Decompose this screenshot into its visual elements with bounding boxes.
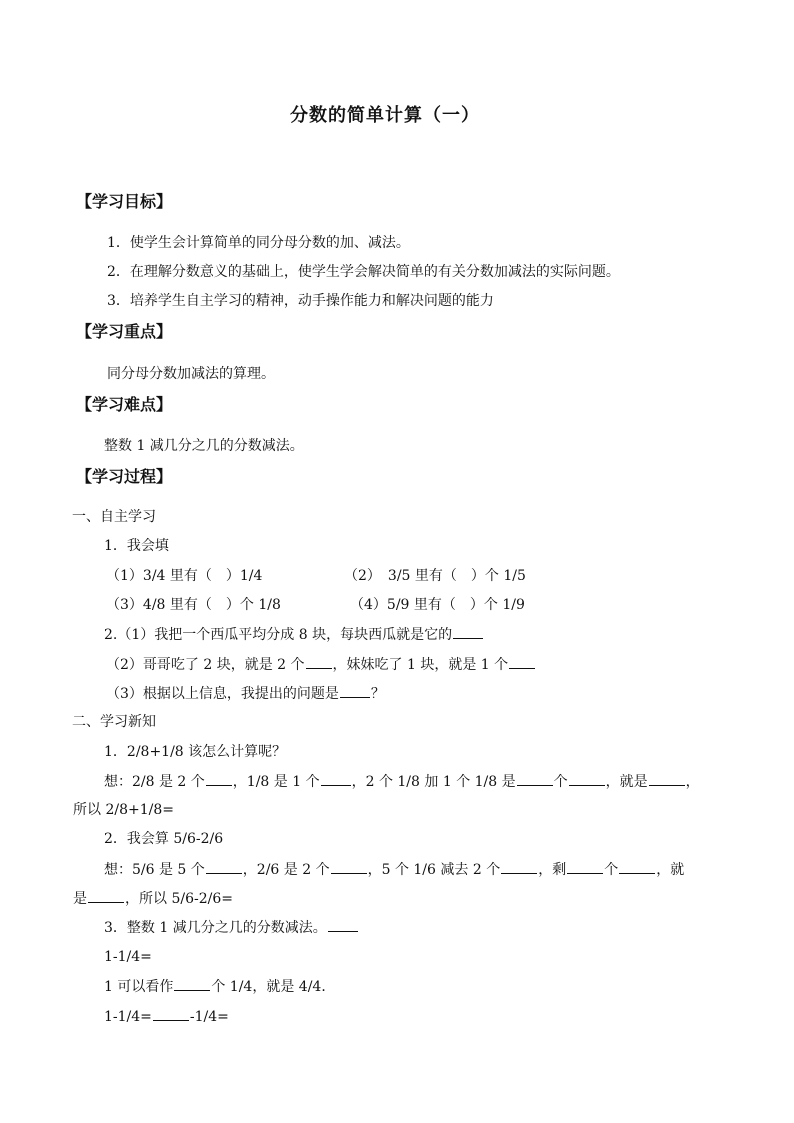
- think-text: ，1/8 是 1 个: [232, 774, 320, 790]
- think-text: ，就是: [605, 774, 648, 790]
- part1-q1-item-a: （1）3/4 里有（ ）1/4: [106, 568, 263, 584]
- think-text: 想：2/8 是 2 个: [104, 774, 205, 790]
- think-text: 个: [553, 774, 568, 790]
- answer-blank[interactable]: [306, 654, 332, 669]
- q3-label-text: 3．整数 1 减几分之几的分数减法。: [104, 920, 327, 936]
- answer-blank[interactable]: [331, 859, 367, 874]
- objectives-heading: 【学习目标】: [76, 192, 173, 211]
- think-text: ，2 个 1/8 加 1 个 1/8 是: [351, 774, 516, 790]
- q3-text: 1-1/4=: [104, 1009, 152, 1025]
- answer-blank[interactable]: [569, 771, 605, 786]
- answer-blank[interactable]: [649, 771, 685, 786]
- q3-text: 1 可以看作: [104, 979, 174, 995]
- think-text: ，: [685, 774, 700, 790]
- key-points-heading: 【学习重点】: [76, 322, 173, 341]
- objective-item-2: 2．在理解分数意义的基础上，使学生学会解决简单的有关分数加减法的实际问题。: [107, 264, 620, 280]
- q3-text: 个 1/4，就是 4/4．: [211, 979, 336, 995]
- answer-blank[interactable]: [509, 654, 535, 669]
- part1-q1-item-c: （3）4/8 里有（ ）个 1/8: [106, 597, 281, 613]
- key-points-text: 同分母分数加减法的算理。: [107, 366, 275, 382]
- answer-blank[interactable]: [340, 683, 370, 698]
- part2-q3-line: [104, 976, 335, 997]
- answer-blank[interactable]: [153, 1006, 189, 1021]
- part1-q1-item-d: （4）5/9 里有（ ）个 1/9: [350, 597, 525, 613]
- part1-q2-line1: [104, 624, 484, 645]
- think-text: 个: [604, 862, 619, 878]
- part2-q2-line2: [73, 888, 233, 909]
- answer-blank[interactable]: [517, 771, 553, 786]
- part2-q3-expr1: 1-1/4=: [104, 949, 152, 965]
- part1-q2-line3-a: （3）根据以上信息，我提出的问题是: [106, 686, 339, 702]
- answer-blank[interactable]: [174, 976, 210, 991]
- think-text: ，2/6 是 2 个: [242, 862, 330, 878]
- think-text: ，5 个 1/6 减去 2 个: [367, 862, 501, 878]
- think-text: ，就: [656, 862, 685, 878]
- part1-q2-line3: [106, 683, 385, 704]
- part1-q2-line2: [106, 654, 536, 675]
- think-text: ，剩: [538, 862, 567, 878]
- answer-blank[interactable]: [206, 771, 232, 786]
- process-heading: 【学习过程】: [76, 467, 173, 486]
- answer-blank[interactable]: [88, 888, 124, 903]
- part1-q1-label: 1．我会填: [104, 538, 169, 554]
- part2-q3-label: [104, 917, 359, 938]
- part1-q2-line3-b: ？: [370, 686, 385, 702]
- part1-q1-item-b: （2） 3/5 里有（ ）个 1/5: [344, 568, 526, 584]
- answer-blank[interactable]: [453, 624, 483, 639]
- part2-q3-expr2: [104, 1006, 229, 1027]
- answer-blank[interactable]: [206, 859, 242, 874]
- objective-item-3: 3．培养学生自主学习的精神，动手操作能力和解决问题的能力: [107, 293, 494, 309]
- part2-q1-label: 1．2/8+1/8 该怎么计算呢？: [104, 744, 287, 760]
- part1-q2-line2-b: ，妹妹吃了 1 块，就是 1 个: [332, 657, 509, 673]
- difficulties-text: 整数 1 减几分之几的分数减法。: [104, 438, 304, 454]
- answer-blank[interactable]: [567, 859, 603, 874]
- part1-q2-line2-a: （2）哥哥吃了 2 块，就是 2 个: [106, 657, 305, 673]
- answer-blank[interactable]: [501, 859, 537, 874]
- think-text: 是: [73, 891, 87, 907]
- part2-q2-think: [104, 859, 684, 880]
- part1-q2-line1-text: 2.（1）我把一个西瓜平均分成 8 块，每块西瓜就是它的: [104, 627, 453, 643]
- think-text: ，所以 5/6-2/6=: [125, 891, 233, 907]
- difficulties-heading: 【学习难点】: [76, 395, 173, 414]
- objective-item-1: 1．使学生会计算简单的同分母分数的加、减法。: [107, 235, 410, 251]
- answer-blank[interactable]: [328, 917, 358, 932]
- think-text: 想：5/6 是 5 个: [104, 862, 205, 878]
- part2-heading: 二、学习新知: [72, 714, 156, 730]
- answer-blank[interactable]: [619, 859, 655, 874]
- answer-blank[interactable]: [321, 771, 351, 786]
- part1-heading: 一、自主学习: [72, 509, 156, 525]
- part2-q2-label: 2．我会算 5/6-2/6: [104, 831, 224, 847]
- part2-q1-think: [104, 771, 700, 792]
- page-title: 分数的简单计算（一）: [290, 105, 480, 126]
- q3-text: -1/4=: [189, 1009, 229, 1025]
- part2-q1-conclusion: 所以 2/8+1/8=: [73, 802, 174, 818]
